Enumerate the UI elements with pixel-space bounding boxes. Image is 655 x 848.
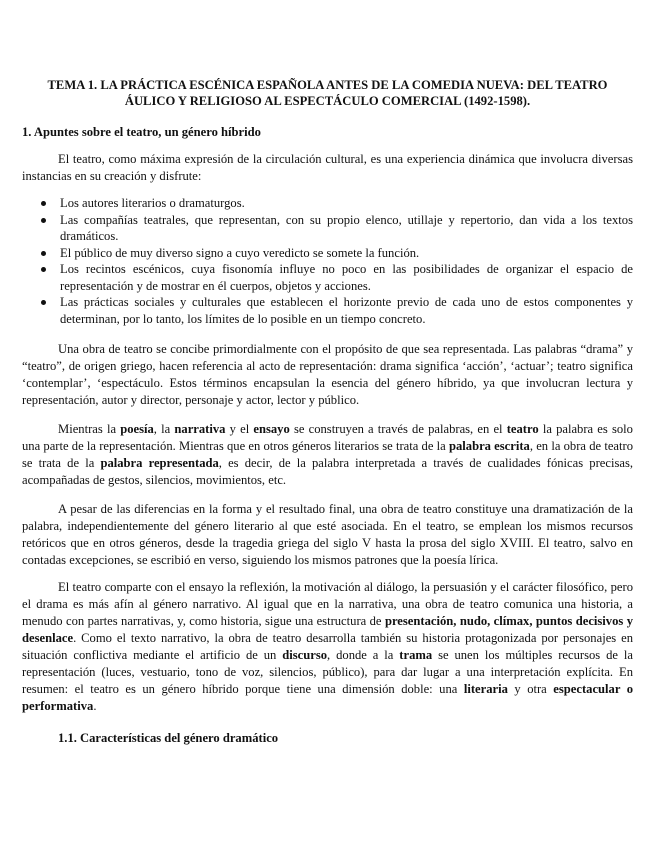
list-item-text: Las prácticas sociales y culturales que establecen el horizonte previo de cada uno de estos componentes y determinan, por lo tanto, los límites de lo posible en un tiempo concreto.: [60, 295, 633, 326]
bold-term: presentación, nudo, clímax, puntos decisivos y desenlace: [22, 614, 634, 645]
list-item: [22, 195, 633, 212]
list-item: [22, 261, 633, 294]
list-item-text: Los recintos escénicos, cuya fisonomía influye no poco en las posibilidades de organizar el espacio de representación y de mostrar en él cuerpos, objetos y acciones.: [60, 262, 633, 293]
bold-term: espectacular o performativa: [22, 682, 633, 713]
participants-list: [22, 195, 633, 327]
bold-term: ensayo: [253, 422, 290, 436]
bullet-icon: [41, 218, 46, 223]
bold-term: palabra representada: [100, 456, 219, 470]
section-heading: 1. Apuntes sobre el teatro, un género híbrido: [22, 125, 261, 139]
bold-term: literaria: [463, 682, 508, 696]
list-item-text: Las compañías teatrales, que representan, con su propio elenco, utillaje y repertorio, dan vida a los textos dramáticos.: [60, 212, 633, 243]
paragraph-drama-origin: Una obra de teatro se concibe primordialmente con el propósito de que sea representada. Las palabras “drama” y “teatro”, de origen griego, hacen referencia al acto de representación: drama significa ‘acción’, ‘actuar’; teatro significa ‘contemplar’, ‘espectáculo. Estos términos encapsulan la esencia del género híbrido, ya que involucran lectura y representación, autor y director, personaje y actor, lector y público.: [22, 342, 633, 407]
bullet-icon: [41, 251, 46, 256]
list-item-text: Los autores literarios o dramaturgos.: [60, 196, 245, 210]
list-item: [22, 212, 633, 245]
list-item: [22, 245, 633, 262]
paragraph-hybrid-genre: El teatro comparte con el ensayo la reflexión, la motivación al diálogo, la persuasión y el carácter filosófico, pero el drama es más afín al género narrativo. Al igual que en la narrativa, una obra de teatro comunica una historia, a menudo con partes narrativas, y, como historia, sigue una estructura de presentación, nudo, clímax, puntos decisivos y desenlace. Como el texto narrativo, la obra de teatro desarrolla también su historia protagonizada por personajes en situación conflictiva mediante el artificio de un discurso, donde a la trama se unen los múltiples recursos de la representación (luces, vestuario, tono de voz, silencios, público), para dar lugar a una interpretación explícita. En resumen: el teatro es un género híbrido porque tiene una dimensión doble: una literaria y otra espectacular o performativa.: [22, 580, 634, 713]
bold-term: poesía: [120, 422, 154, 436]
subsection-heading: 1.1. Características del género dramático: [58, 731, 279, 745]
list-item: [22, 294, 633, 327]
bullet-icon: [41, 300, 46, 305]
paragraph-word: Mientras la poesía, la narrativa y el ensayo se construyen a través de palabras, en el teatro la palabra es solo una parte de la representación. Mientras que en otros géneros literarios se trata de la palabra escrita, en la obra de teatro se trata de la palabra representada, es decir, de la palabra interpretada a través de cualidades fónicas precisas, acompañadas de gestos, silencios, movimientos, etc.: [22, 422, 633, 487]
intro-paragraph: El teatro, como máxima expresión de la circulación cultural, es una experiencia dinámica que involucra diversas instancias en su creación y disfrute:: [22, 152, 633, 183]
bold-term: teatro: [506, 422, 539, 436]
bullet-icon: [41, 267, 46, 272]
bold-term: discurso: [282, 648, 328, 662]
bold-term: palabra escrita: [448, 439, 530, 453]
paragraph-dramatization: A pesar de las diferencias en la forma y el resultado final, una obra de teatro constituye una dramatización de la palabra, independientemente del género literario al que esté asociada. En el teatro, se emplean los mismos recursos retóricos que en otros géneros, desde la tragedia griega del siglo V hasta la prosa del siglo XVIII. El teatro, salvo en contadas excepciones, se escribió en verso, siguiendo los mismos patrones que la poesía lírica.: [22, 502, 633, 567]
list-item-text: El público de muy diverso signo a cuyo veredicto se somete la función.: [60, 245, 420, 260]
bullet-icon: [41, 201, 46, 206]
bold-term: trama: [399, 648, 433, 662]
document-title: TEMA 1. LA PRÁCTICA ESCÉNICA ESPAÑOLA ANTES DE LA COMEDIA NUEVA: DEL TEATRO ÁULICO Y RELIGIOSO AL ESPECTÁCULO COMERCIAL (1492-1598).: [47, 78, 608, 108]
bold-term: narrativa: [174, 422, 226, 436]
